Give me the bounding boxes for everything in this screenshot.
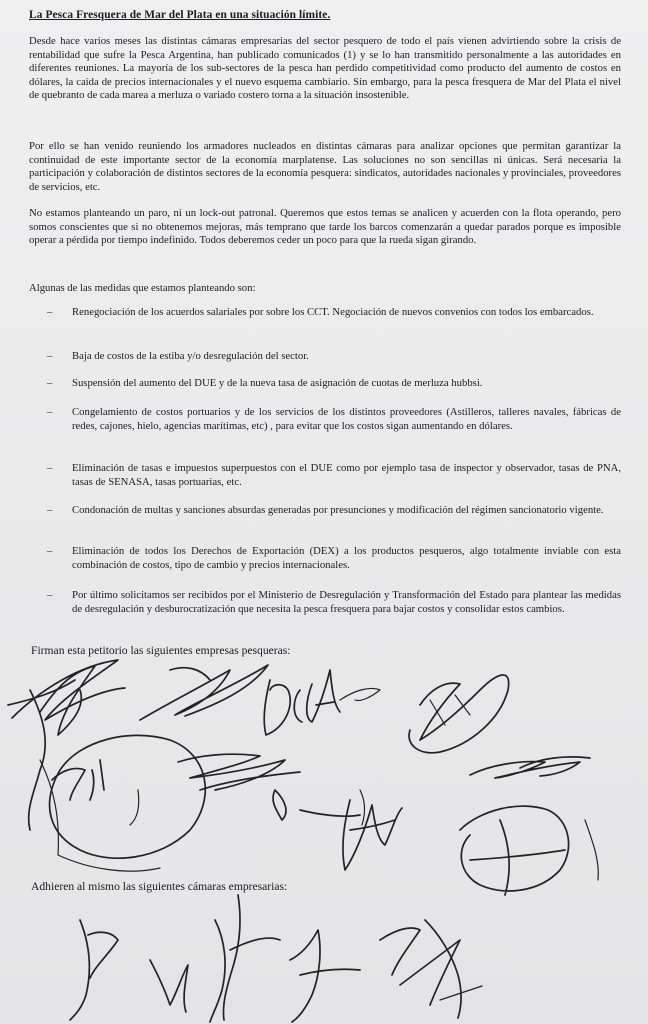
list-item <box>29 545 621 572</box>
bullet-dash: – <box>47 350 53 362</box>
list-item <box>29 504 621 518</box>
measure-text: Suspensión del aumento del DUE y de la nueva tasa de asignación de cuotas de merluza hubbsi. <box>72 377 483 389</box>
bullet-dash: – <box>47 504 53 516</box>
bullet-dash: – <box>47 545 53 557</box>
paragraph-measures-intro: Algunas de las medidas que estamos planteando son: <box>29 282 256 294</box>
chambers-heading: Adhieren al mismo las siguientes cámaras empresarias: <box>31 880 288 893</box>
list-item <box>29 462 621 489</box>
bullet-dash: – <box>47 377 53 389</box>
list-item <box>29 406 621 433</box>
bullet-dash: – <box>47 589 53 601</box>
list-item <box>29 377 621 391</box>
measure-text: Eliminación de tasas e impuestos superpuestos con el DUE como por ejemplo tasa de inspector y observador, tasas de PNA, tasas de SENASA, tasas portuarias, etc. <box>72 462 621 488</box>
list-item <box>29 589 621 616</box>
document-title: La Pesca Fresquera de Mar del Plata en una situación límite. <box>29 9 331 21</box>
list-item <box>29 350 621 364</box>
bullet-dash: – <box>47 462 53 474</box>
list-item <box>29 306 621 320</box>
measure-text: Renegociación de los acuerdos salariales por sobre los CCT. Negociación de nuevos convenios con todos los embarcados. <box>72 306 594 318</box>
measure-text: Condonación de multas y sanciones absurdas generadas por presunciones y modificación del régimen sancionatorio vigente. <box>72 504 604 516</box>
paragraph-meetings: Por ello se han venido reuniendo los armadores nucleados en distintas cámaras para analizar opciones que permitan garantizar la continuidad de este importante sector de la economía marplatense. Las soluciones no son sencillas ni únicas. Será necesaria la participación y colaboración de distintos sectores de la economía pesquera: sindicatos, autoridades nacionales y provinciales, proveedores de servicios, etc. <box>29 140 621 193</box>
paragraph-no-strike: No estamos planteando un paro, ni un lock-out patronal. Queremos que estos temas se analicen y acuerden con la flota operando, pero somos conscientes que si no obtenemos mejoras, más temprano que tarde los barcos comenzarán a quedar parados porque es imposible operar a pérdida por tiempo indefinido. Todos deberemos ceder un poco para que la rueda sigan girando. <box>29 207 621 247</box>
measure-text: Baja de costos de la estiba y/o desregulación del sector. <box>72 350 309 362</box>
bullet-dash: – <box>47 406 53 418</box>
signatures-heading: Firman esta petitorio las siguientes empresas pesqueras: <box>31 644 291 657</box>
measure-text: Eliminación de todos los Derechos de Exportación (DEX) a los productos pesqueros, algo totalmente inviable con esta combinación de costos, tipo de cambio y precios internacionales. <box>72 545 621 571</box>
bullet-dash: – <box>47 306 53 318</box>
measure-text: Congelamiento de costos portuarios y de los servicios de los distintos proveedores (Astilleros, talleres navales, fábricas de redes, cajones, hielo, agencias marítimas, etc) , para evitar que los costos sigan aumentando en dólares. <box>72 406 621 432</box>
paragraph-intro: Desde hace varios meses las distintas cámaras empresarias del sector pesquero de todo el país vienen advirtiendo sobre la crisis de rentabilidad que sufre la Pesca Argentina, han publicado comunicados (1) y se lo han transmitido personalmente a las autoridades en diferentes reuniones. La mayoría de los sub-sectores de la pesca han perdido competitividad como producto del aumento de costos en dólares, la caída de precios internacionales y el nuevo esquema cambiario. Sin embargo, para la pesca fresquera de Mar del Plata el nivel de quebranto de cada marea a merluza o variado costero torna a la situación insostenible. <box>29 35 621 102</box>
measure-text: Por último solicitamos ser recibidos por el Ministerio de Desregulación y Transformación del Estado para plantear las medidas de desregulación y desburocratización que necesita la pesca fresquera para bajar costos y consolidar estos cambios. <box>72 589 621 615</box>
